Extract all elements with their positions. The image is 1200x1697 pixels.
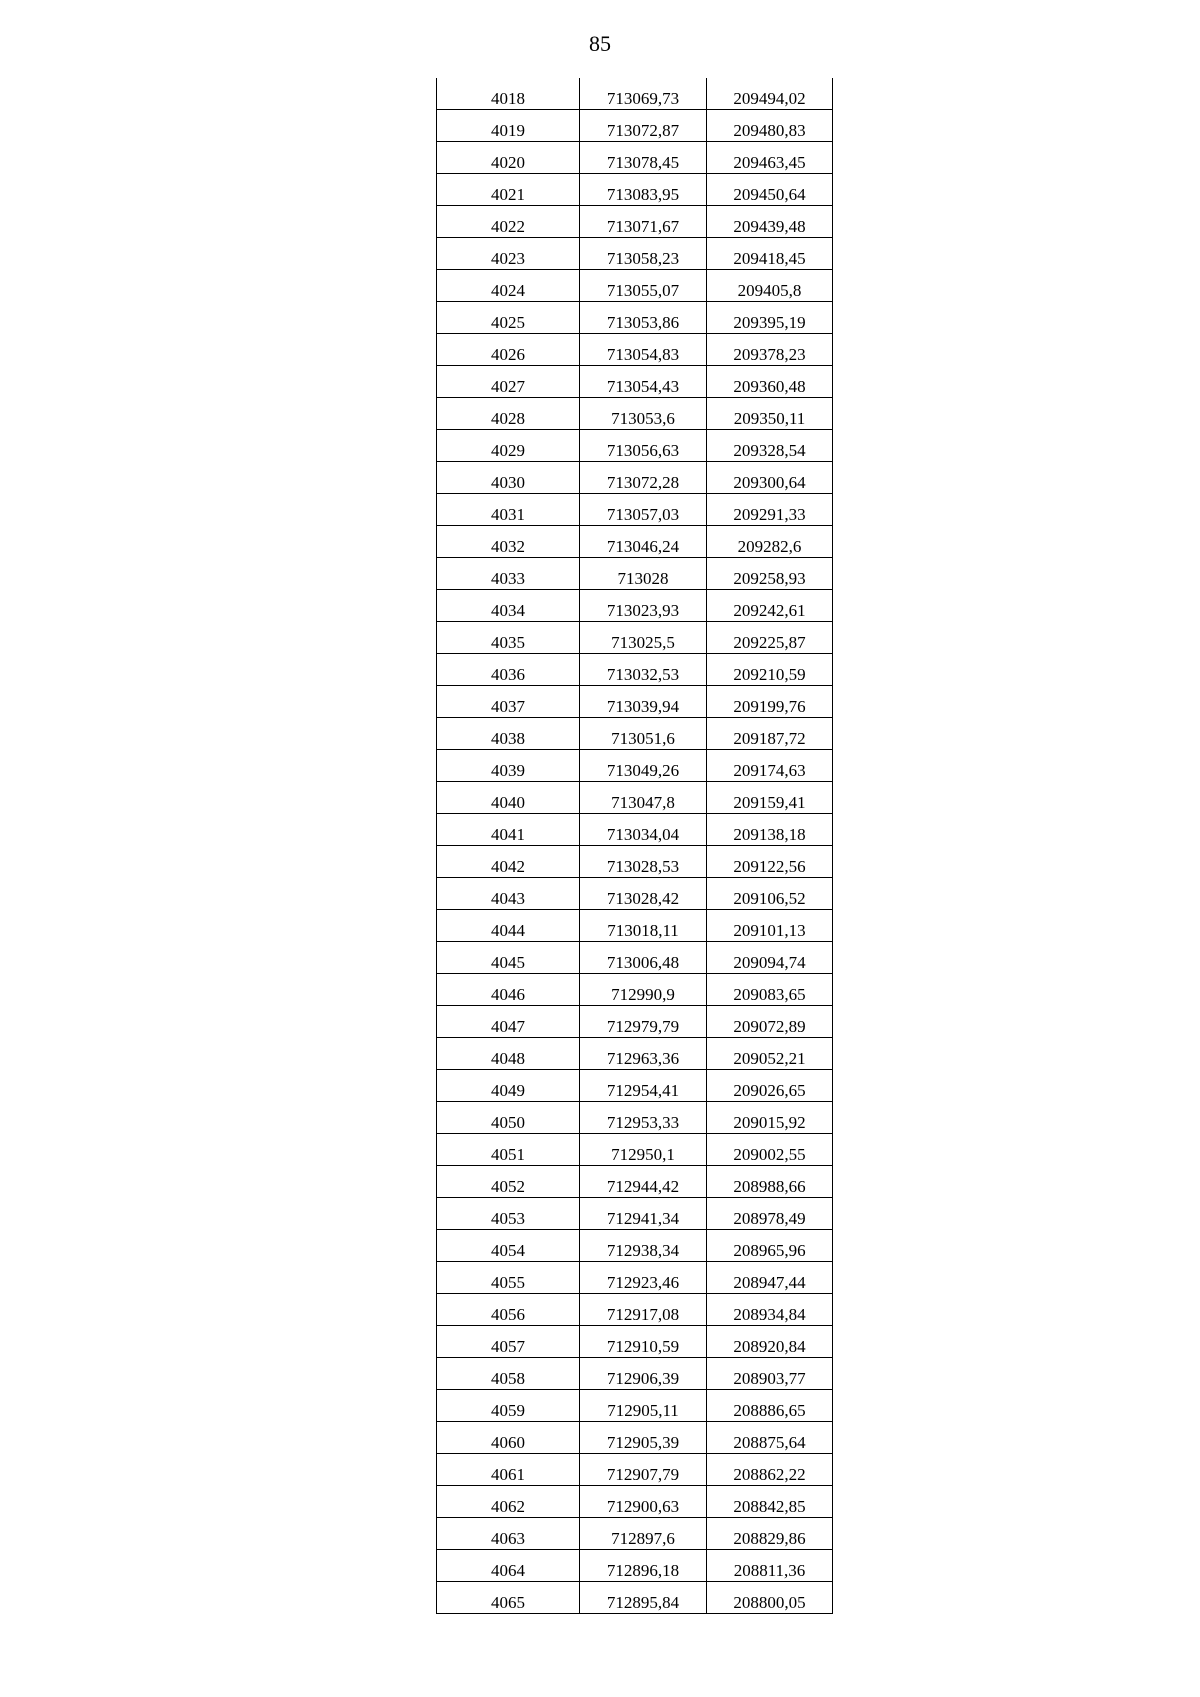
table-row — [437, 1038, 833, 1070]
table-row — [437, 494, 833, 526]
coordinates-table-body — [437, 78, 833, 1614]
x-coordinate-cell: 712990,9 — [580, 974, 707, 1006]
y-coordinate-cell: 209026,65 — [707, 1070, 833, 1102]
table-row — [437, 846, 833, 878]
x-coordinate-cell: 713039,94 — [580, 686, 707, 718]
x-coordinate-cell: 712950,1 — [580, 1134, 707, 1166]
table-row — [437, 686, 833, 718]
point-number-cell: 4026 — [437, 334, 580, 366]
y-coordinate-cell: 209052,21 — [707, 1038, 833, 1070]
point-number-cell: 4024 — [437, 270, 580, 302]
x-coordinate-cell: 713047,8 — [580, 782, 707, 814]
table-row — [437, 334, 833, 366]
table-row — [437, 1294, 833, 1326]
point-number-cell: 4041 — [437, 814, 580, 846]
x-coordinate-cell: 712953,33 — [580, 1102, 707, 1134]
point-number-cell: 4057 — [437, 1326, 580, 1358]
table-row — [437, 142, 833, 174]
page-number: 85 — [589, 31, 611, 56]
y-coordinate-cell: 209258,93 — [707, 558, 833, 590]
y-coordinate-cell: 209101,13 — [707, 910, 833, 942]
x-coordinate-cell: 713054,43 — [580, 366, 707, 398]
point-number-cell: 4060 — [437, 1422, 580, 1454]
y-coordinate-cell: 208988,66 — [707, 1166, 833, 1198]
table-row — [437, 1102, 833, 1134]
x-coordinate-cell: 713072,28 — [580, 462, 707, 494]
point-number-cell: 4025 — [437, 302, 580, 334]
point-number-cell: 4033 — [437, 558, 580, 590]
table-row — [437, 942, 833, 974]
table-row — [437, 1198, 833, 1230]
point-number-cell: 4046 — [437, 974, 580, 1006]
table-row — [437, 622, 833, 654]
x-coordinate-cell: 713046,24 — [580, 526, 707, 558]
point-number-cell: 4045 — [437, 942, 580, 974]
point-number-cell: 4029 — [437, 430, 580, 462]
point-number-cell: 4044 — [437, 910, 580, 942]
table-row — [437, 558, 833, 590]
table-row — [437, 1486, 833, 1518]
y-coordinate-cell: 208842,85 — [707, 1486, 833, 1518]
y-coordinate-cell: 209210,59 — [707, 654, 833, 686]
y-coordinate-cell: 208978,49 — [707, 1198, 833, 1230]
x-coordinate-cell: 713083,95 — [580, 174, 707, 206]
x-coordinate-cell: 713025,5 — [580, 622, 707, 654]
y-coordinate-cell: 209002,55 — [707, 1134, 833, 1166]
x-coordinate-cell: 713056,63 — [580, 430, 707, 462]
y-coordinate-cell: 209083,65 — [707, 974, 833, 1006]
table-row — [437, 1454, 833, 1486]
point-number-cell: 4035 — [437, 622, 580, 654]
table-row — [437, 238, 833, 270]
table-row — [437, 910, 833, 942]
x-coordinate-cell: 713018,11 — [580, 910, 707, 942]
table-row — [437, 1262, 833, 1294]
y-coordinate-cell: 209300,64 — [707, 462, 833, 494]
x-coordinate-cell: 712941,34 — [580, 1198, 707, 1230]
y-coordinate-cell: 209450,64 — [707, 174, 833, 206]
y-coordinate-cell: 208903,77 — [707, 1358, 833, 1390]
table-row — [437, 1006, 833, 1038]
x-coordinate-cell: 712910,59 — [580, 1326, 707, 1358]
point-number-cell: 4020 — [437, 142, 580, 174]
point-number-cell: 4031 — [437, 494, 580, 526]
point-number-cell: 4027 — [437, 366, 580, 398]
y-coordinate-cell: 208920,84 — [707, 1326, 833, 1358]
table-row — [437, 1422, 833, 1454]
table-row — [437, 174, 833, 206]
x-coordinate-cell: 713006,48 — [580, 942, 707, 974]
x-coordinate-cell: 713023,93 — [580, 590, 707, 622]
table-row — [437, 78, 833, 110]
table-row — [437, 1230, 833, 1262]
y-coordinate-cell: 209187,72 — [707, 718, 833, 750]
y-coordinate-cell: 209463,45 — [707, 142, 833, 174]
table-row — [437, 1134, 833, 1166]
y-coordinate-cell: 209360,48 — [707, 366, 833, 398]
y-coordinate-cell: 209328,54 — [707, 430, 833, 462]
x-coordinate-cell: 712938,34 — [580, 1230, 707, 1262]
point-number-cell: 4058 — [437, 1358, 580, 1390]
point-number-cell: 4039 — [437, 750, 580, 782]
point-number-cell: 4038 — [437, 718, 580, 750]
y-coordinate-cell: 209138,18 — [707, 814, 833, 846]
table-row — [437, 1518, 833, 1550]
table-row — [437, 462, 833, 494]
x-coordinate-cell: 713054,83 — [580, 334, 707, 366]
x-coordinate-cell: 713069,73 — [580, 78, 707, 110]
x-coordinate-cell: 712906,39 — [580, 1358, 707, 1390]
y-coordinate-cell: 209199,76 — [707, 686, 833, 718]
point-number-cell: 4059 — [437, 1390, 580, 1422]
y-coordinate-cell: 208934,84 — [707, 1294, 833, 1326]
x-coordinate-cell: 713057,03 — [580, 494, 707, 526]
table-row — [437, 814, 833, 846]
point-number-cell: 4048 — [437, 1038, 580, 1070]
point-number-cell: 4062 — [437, 1486, 580, 1518]
x-coordinate-cell: 713028 — [580, 558, 707, 590]
table-row — [437, 782, 833, 814]
point-number-cell: 4042 — [437, 846, 580, 878]
table-row — [437, 302, 833, 334]
x-coordinate-cell: 713071,67 — [580, 206, 707, 238]
x-coordinate-cell: 712896,18 — [580, 1550, 707, 1582]
x-coordinate-cell: 713028,53 — [580, 846, 707, 878]
x-coordinate-cell: 713034,04 — [580, 814, 707, 846]
table-row — [437, 110, 833, 142]
x-coordinate-cell: 712944,42 — [580, 1166, 707, 1198]
y-coordinate-cell: 209350,11 — [707, 398, 833, 430]
point-number-cell: 4053 — [437, 1198, 580, 1230]
point-number-cell: 4021 — [437, 174, 580, 206]
point-number-cell: 4049 — [437, 1070, 580, 1102]
point-number-cell: 4063 — [437, 1518, 580, 1550]
table-row — [437, 878, 833, 910]
point-number-cell: 4054 — [437, 1230, 580, 1262]
x-coordinate-cell: 712917,08 — [580, 1294, 707, 1326]
x-coordinate-cell: 712905,39 — [580, 1422, 707, 1454]
table-row — [437, 750, 833, 782]
y-coordinate-cell: 208886,65 — [707, 1390, 833, 1422]
point-number-cell: 4037 — [437, 686, 580, 718]
y-coordinate-cell: 209439,48 — [707, 206, 833, 238]
x-coordinate-cell: 712954,41 — [580, 1070, 707, 1102]
point-number-cell: 4018 — [437, 78, 580, 110]
y-coordinate-cell: 208829,86 — [707, 1518, 833, 1550]
y-coordinate-cell: 209395,19 — [707, 302, 833, 334]
table-row — [437, 590, 833, 622]
point-number-cell: 4034 — [437, 590, 580, 622]
point-number-cell: 4051 — [437, 1134, 580, 1166]
table-row — [437, 1550, 833, 1582]
table-row — [437, 974, 833, 1006]
table-row — [437, 718, 833, 750]
y-coordinate-cell: 209242,61 — [707, 590, 833, 622]
x-coordinate-cell: 713032,53 — [580, 654, 707, 686]
y-coordinate-cell: 209015,92 — [707, 1102, 833, 1134]
y-coordinate-cell: 209405,8 — [707, 270, 833, 302]
y-coordinate-cell: 209094,74 — [707, 942, 833, 974]
y-coordinate-cell: 209122,56 — [707, 846, 833, 878]
table-row — [437, 1326, 833, 1358]
point-number-cell: 4047 — [437, 1006, 580, 1038]
x-coordinate-cell: 713028,42 — [580, 878, 707, 910]
point-number-cell: 4056 — [437, 1294, 580, 1326]
y-coordinate-cell: 208811,36 — [707, 1550, 833, 1582]
x-coordinate-cell: 713053,86 — [580, 302, 707, 334]
y-coordinate-cell: 209480,83 — [707, 110, 833, 142]
y-coordinate-cell: 209494,02 — [707, 78, 833, 110]
table-row — [437, 654, 833, 686]
y-coordinate-cell: 209225,87 — [707, 622, 833, 654]
coordinates-table — [436, 78, 833, 1614]
y-coordinate-cell: 208862,22 — [707, 1454, 833, 1486]
point-number-cell: 4052 — [437, 1166, 580, 1198]
x-coordinate-cell: 713053,6 — [580, 398, 707, 430]
table-row — [437, 1390, 833, 1422]
table-row — [437, 430, 833, 462]
y-coordinate-cell: 209418,45 — [707, 238, 833, 270]
point-number-cell: 4030 — [437, 462, 580, 494]
y-coordinate-cell: 208800,05 — [707, 1582, 833, 1614]
x-coordinate-cell: 712923,46 — [580, 1262, 707, 1294]
point-number-cell: 4040 — [437, 782, 580, 814]
point-number-cell: 4055 — [437, 1262, 580, 1294]
point-number-cell: 4050 — [437, 1102, 580, 1134]
point-number-cell: 4065 — [437, 1582, 580, 1614]
x-coordinate-cell: 712895,84 — [580, 1582, 707, 1614]
y-coordinate-cell: 209282,6 — [707, 526, 833, 558]
table-row — [437, 1582, 833, 1614]
y-coordinate-cell: 209174,63 — [707, 750, 833, 782]
point-number-cell: 4036 — [437, 654, 580, 686]
y-coordinate-cell: 209159,41 — [707, 782, 833, 814]
point-number-cell: 4043 — [437, 878, 580, 910]
x-coordinate-cell: 712963,36 — [580, 1038, 707, 1070]
point-number-cell: 4022 — [437, 206, 580, 238]
table-row — [437, 1358, 833, 1390]
y-coordinate-cell: 209106,52 — [707, 878, 833, 910]
x-coordinate-cell: 713078,45 — [580, 142, 707, 174]
table-row — [437, 1070, 833, 1102]
y-coordinate-cell: 208875,64 — [707, 1422, 833, 1454]
y-coordinate-cell: 209378,23 — [707, 334, 833, 366]
x-coordinate-cell: 713072,87 — [580, 110, 707, 142]
point-number-cell: 4028 — [437, 398, 580, 430]
point-number-cell: 4032 — [437, 526, 580, 558]
table-row — [437, 526, 833, 558]
y-coordinate-cell: 208947,44 — [707, 1262, 833, 1294]
table-row — [437, 270, 833, 302]
table-row — [437, 1166, 833, 1198]
x-coordinate-cell: 712979,79 — [580, 1006, 707, 1038]
y-coordinate-cell: 209072,89 — [707, 1006, 833, 1038]
x-coordinate-cell: 713049,26 — [580, 750, 707, 782]
x-coordinate-cell: 712900,63 — [580, 1486, 707, 1518]
x-coordinate-cell: 713051,6 — [580, 718, 707, 750]
table-row — [437, 398, 833, 430]
x-coordinate-cell: 712905,11 — [580, 1390, 707, 1422]
x-coordinate-cell: 713055,07 — [580, 270, 707, 302]
table-row — [437, 366, 833, 398]
x-coordinate-cell: 712907,79 — [580, 1454, 707, 1486]
y-coordinate-cell: 209291,33 — [707, 494, 833, 526]
x-coordinate-cell: 712897,6 — [580, 1518, 707, 1550]
table-row — [437, 206, 833, 238]
x-coordinate-cell: 713058,23 — [580, 238, 707, 270]
point-number-cell: 4023 — [437, 238, 580, 270]
y-coordinate-cell: 208965,96 — [707, 1230, 833, 1262]
point-number-cell: 4019 — [437, 110, 580, 142]
point-number-cell: 4061 — [437, 1454, 580, 1486]
point-number-cell: 4064 — [437, 1550, 580, 1582]
